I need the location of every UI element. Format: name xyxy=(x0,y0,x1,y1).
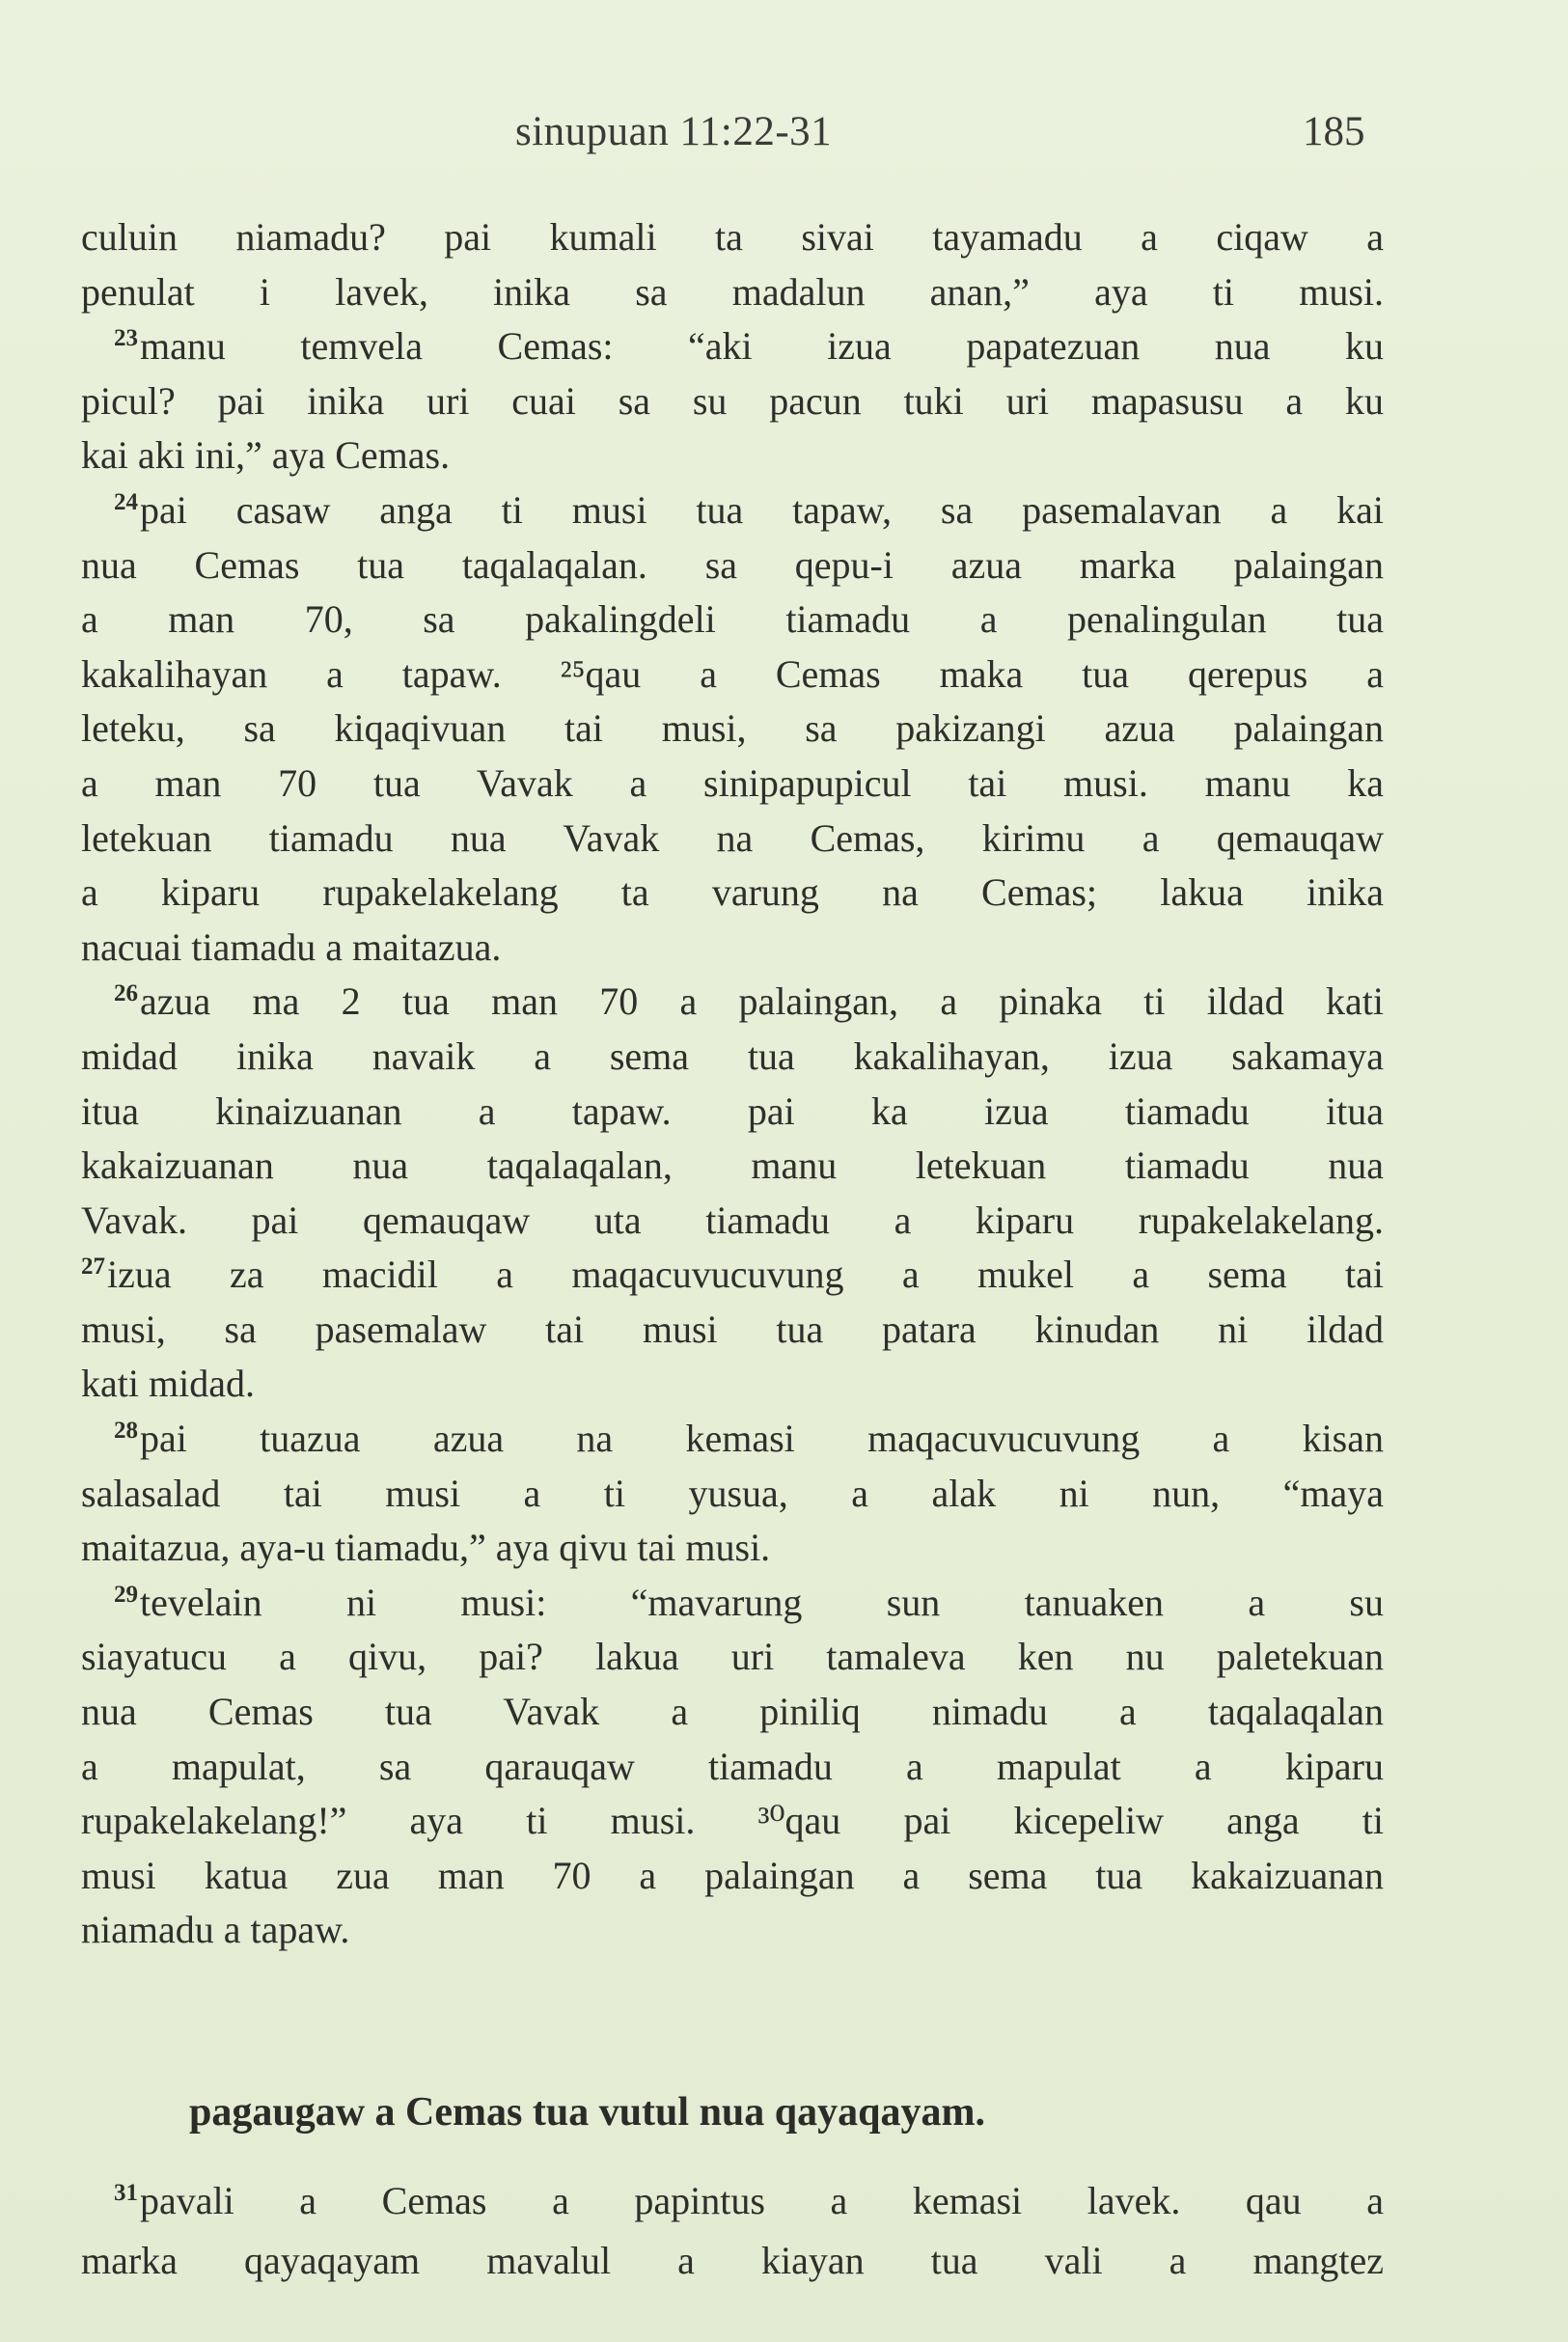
text-line: rupakelakelang!” aya ti musi. ³⁰qau pai kicepeliw anga ti xyxy=(81,1799,1384,1843)
text-line: a man 70, sa pakalingdeli tiamadu a penalingulan tua xyxy=(81,597,1384,642)
verse-number: 31 xyxy=(114,2180,138,2206)
text-line: Vavak. pai qemauqaw uta tiamadu a kiparu rupakelakelang. xyxy=(81,1198,1384,1242)
running-head: sinupuan 11:22-31 xyxy=(515,109,833,154)
verse-number: 28 xyxy=(114,1418,138,1445)
text-line: a mapulat, sa qarauqaw tiamadu a mapulat a kiparu xyxy=(81,1744,1384,1788)
text-line: leteku, sa kiqaqivuan tai musi, sa pakizangi azua palaingan xyxy=(81,706,1384,751)
text-line: kai aki ini,” aya Cemas. xyxy=(81,433,451,478)
text-line: $^{28}$pai tuazua azua na kemasi maqacuvucuvung a kisan xyxy=(114,1417,1384,1461)
text-line: kakalihayan a tapaw. ²⁵qau a Cemas maka tua qerepus a xyxy=(81,651,1384,696)
verse-number: 26 xyxy=(114,980,138,1007)
text-line: kakaizuanan nua taqalaqalan, manu letekuan tiamadu nua xyxy=(81,1143,1384,1188)
text-line: a kiparu rupakelakelang ta varung na Cemas; lakua inika xyxy=(81,870,1384,915)
verse-number: 29 xyxy=(114,1581,138,1608)
section-body xyxy=(81,2171,1384,2291)
text-line: nua Cemas tua taqalaqalan. sa qepu-i azua marka palaingan xyxy=(81,542,1384,587)
text-line: maitazua, aya-u tiamadu,” aya qivu tai musi. xyxy=(81,1526,771,1570)
body-text xyxy=(81,210,1384,1958)
text-line: midad inika navaik a sema tua kakalihayan, izua sakamaya xyxy=(81,1033,1384,1078)
text-line: $^{26}$azua ma 2 tua man 70 a palaingan, a pinaka ti ildad kati xyxy=(114,979,1384,1024)
text-line: marka qayaqayam mavalul a kiayan tua vali a mangtez xyxy=(81,2239,1384,2282)
text-line: musi, sa pasemalaw tai musi tua patara kinudan ni ildad xyxy=(81,1307,1384,1351)
text-line: $^{24}$pai casaw anga ti musi tua tapaw, sa pasemalavan a kai xyxy=(114,487,1384,532)
text-line: $^{27}$izua za macidil a maqacuvucuvung a mukel a sema tai xyxy=(81,1253,1384,1297)
text-line: culuin niamadu? pai kumali ta sivai tayamadu a ciqaw a xyxy=(81,215,1384,259)
text-line: siayatucu a qivu, pai? lakua uri tamaleva ken nu paletekuan xyxy=(81,1635,1384,1679)
text-line: kati midad. xyxy=(81,1362,255,1406)
verse-number: 23 xyxy=(114,325,138,352)
verse-number: 24 xyxy=(114,488,138,515)
text-line: nua Cemas tua Vavak a piniliq nimadu a taqalaqalan xyxy=(81,1690,1384,1734)
text-line: picul? pai inika uri cuai sa su pacun tuki uri mapasusu a ku xyxy=(81,378,1384,423)
text-line: itua kinaizuanan a tapaw. pai ka izua tiamadu itua xyxy=(81,1088,1384,1133)
verse-number: 27 xyxy=(81,1254,105,1281)
text-line: musi katua zua man 70 a palaingan a sema tua kakaizuanan xyxy=(81,1853,1384,1897)
text-line: $^{29}$tevelain ni musi: “mavarung sun tanuaken a su xyxy=(114,1580,1384,1624)
text-line: $^{31}$pavali a Cemas a papintus a kemasi lavek. qau a xyxy=(114,2179,1384,2222)
text-line: a man 70 tua Vavak a sinipapupicul tai musi. manu ka xyxy=(81,760,1384,805)
text-line: niamadu a tapaw. xyxy=(81,1908,350,1952)
text-line: nacuai tiamadu a maitazua. xyxy=(81,924,502,969)
text-line: $^{23}$manu temvela Cemas: “aki izua papatezuan nua ku xyxy=(114,324,1384,369)
text-line: salasalad tai musi a ti yusua, a alak ni nun, “maya xyxy=(81,1471,1384,1515)
page-number: 185 xyxy=(1303,109,1365,154)
text-line: letekuan tiamadu nua Vavak na Cemas, kirimu a qemauqaw xyxy=(81,815,1384,860)
text-line: penulat i lavek, inika sa madalun anan,” aya ti musi. xyxy=(81,269,1384,314)
section-heading: pagaugaw a Cemas tua vutul nua qayaqayam. xyxy=(189,2090,985,2135)
